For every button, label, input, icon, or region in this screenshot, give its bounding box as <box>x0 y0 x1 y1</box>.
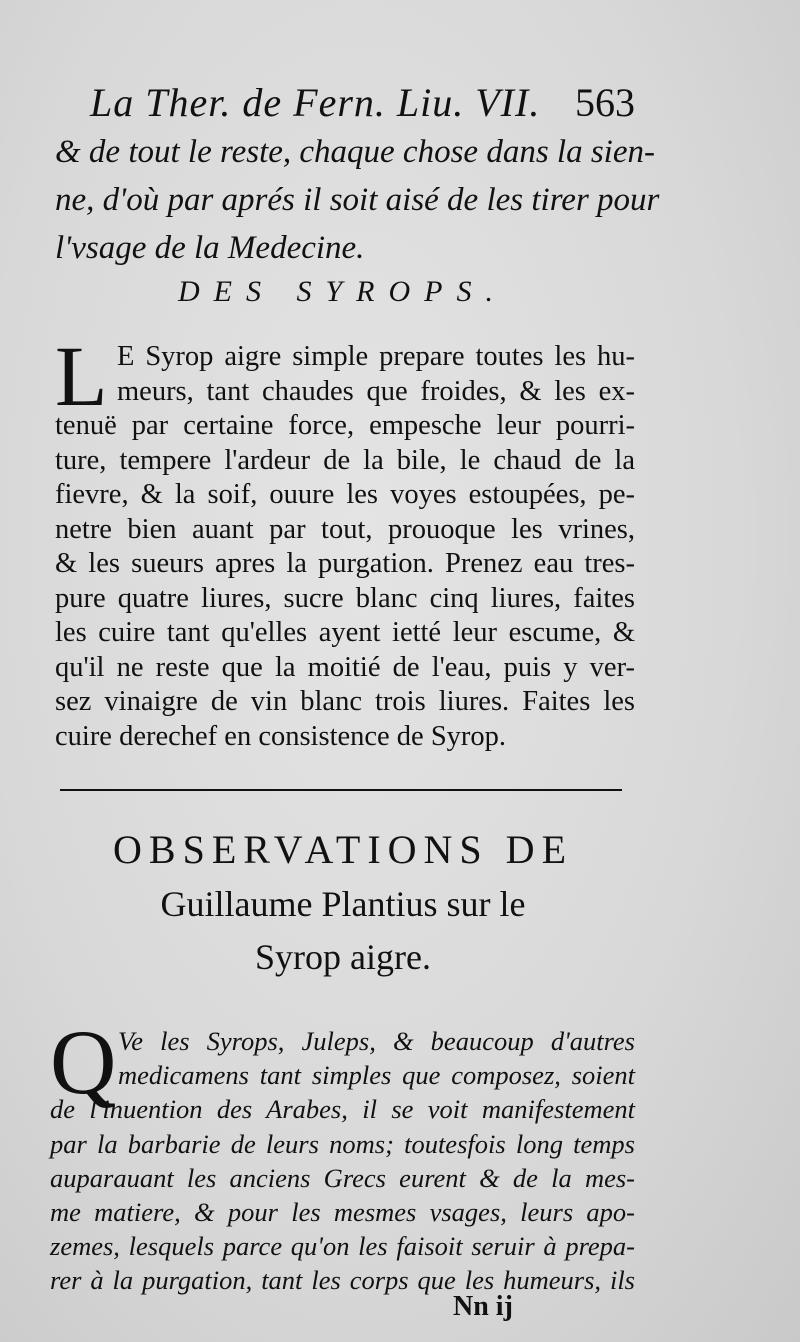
text-line: & les sueurs apres la purgation. Prenez eau tres- <box>55 548 635 579</box>
syrop-paragraph <box>55 328 635 754</box>
text-line: ne, d'où par aprés il soit aisé de les tirer pour <box>55 182 660 218</box>
text-line: sez vinaigre de vin blanc trois liures. Faites les <box>55 686 635 717</box>
text-line: rer à la purgation, tant les corps que les humeurs, ils <box>50 1265 635 1296</box>
running-title: La Ther. de Fern. Liu. VII. <box>90 80 541 125</box>
observations-paragraph <box>50 1011 635 1298</box>
text-line: netre bien auant par tout, prouoque les vrines, <box>55 513 635 545</box>
text-line: ture, tempere l'ardeur de la bile, le chaud de la <box>55 444 635 476</box>
text-line: medicamens tant simples que composez, soient <box>118 1060 635 1091</box>
text-line: cuire derechef en consistence de Syrop. <box>55 720 507 752</box>
observations-title-line: OBSERVATIONS DE <box>113 827 573 872</box>
text-line: fievre, & la soif, ouure les voyes estoupées, pe- <box>55 479 635 510</box>
text-line: tenuë par certaine force, empesche leur pourri- <box>55 410 635 441</box>
text-line: les cuire tant qu'elles ayent ietté leur escume, & <box>55 617 635 648</box>
text-line: pure quatre liures, sucre blanc cinq liures, faites <box>55 582 635 614</box>
observations-title-line: Guillaume Plantius sur le <box>160 884 526 924</box>
text-line: par la barbarie de leurs noms; toutesfois long temps <box>50 1128 635 1159</box>
text-line: me matiere, & pour les mesmes vsages, leurs apo- <box>50 1197 635 1228</box>
signature-mark: Nn ij <box>453 1291 513 1322</box>
text-line: Ve les Syrops, Juleps, & beaucoup d'autres <box>118 1026 635 1056</box>
intro-text <box>55 128 660 272</box>
running-header <box>90 78 635 128</box>
text-line: meurs, tant chaudes que froides, & les ex- <box>117 375 635 407</box>
drop-cap: L <box>55 328 108 424</box>
drop-cap: Q <box>50 1011 117 1113</box>
horizontal-rule <box>60 789 622 791</box>
page-number: 563 <box>575 80 635 125</box>
text-line: auparauant les anciens Grecs eurent & de la mes- <box>50 1162 635 1193</box>
section-heading: DES SYROPS. <box>178 275 507 308</box>
observations-title <box>48 822 638 984</box>
text-line: de l'inuention des Arabes, il se voit manifestement <box>50 1094 635 1125</box>
text-line: E Syrop aigre simple prepare toutes les hu- <box>117 341 635 372</box>
text-line: & de tout le reste, chaque chose dans la sien- <box>55 134 655 170</box>
text-line: l'vsage de la Medecine. <box>55 230 365 266</box>
text-line: zemes, lesquels parce qu'on les faisoit seruir à prepa- <box>50 1231 635 1262</box>
observations-title-line: Syrop aigre. <box>255 937 431 977</box>
text-line: qu'il ne reste que la moitié de l'eau, puis y ver- <box>55 651 635 683</box>
